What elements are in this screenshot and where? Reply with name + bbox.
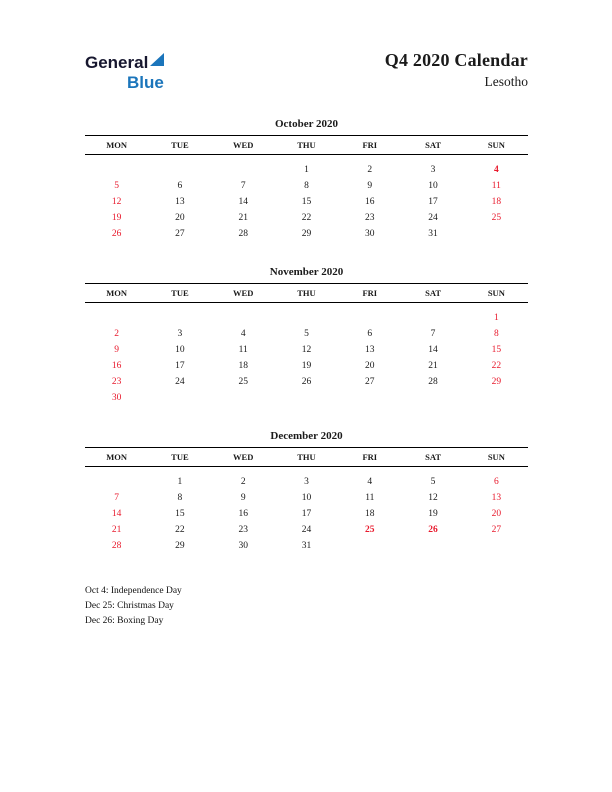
week-row xyxy=(85,207,528,223)
day-cell: 16 xyxy=(238,509,248,520)
day-cell: 10 xyxy=(428,181,438,192)
holiday-list xyxy=(85,584,528,629)
day-cell: 6 xyxy=(367,329,373,340)
week-row xyxy=(85,503,528,519)
weekday-fri: FRI xyxy=(338,136,401,155)
day-cell: 30 xyxy=(238,541,248,552)
empty-cell xyxy=(338,535,401,551)
day-cell: 21 xyxy=(238,213,248,224)
weekday-thu: THU xyxy=(275,136,338,155)
day-cell: 20 xyxy=(365,361,375,372)
day-cell: 20 xyxy=(491,509,502,520)
day-cell: 16 xyxy=(111,361,122,372)
month-title: December 2020 xyxy=(270,430,343,443)
day-cell: 17 xyxy=(175,361,185,372)
day-cell: 13 xyxy=(491,493,502,504)
day-cell: 26 xyxy=(301,377,312,388)
empty-cell xyxy=(275,303,338,324)
day-cell: 14 xyxy=(428,345,438,356)
empty-cell xyxy=(465,223,528,239)
month-december-2020 xyxy=(85,430,528,551)
day-cell: 4 xyxy=(367,477,373,488)
day-cell: 17 xyxy=(428,197,438,208)
week-row xyxy=(85,175,528,191)
day-cell: 15 xyxy=(301,197,312,208)
logo-flag-icon xyxy=(150,52,164,71)
empty-cell xyxy=(85,467,148,488)
day-cell: 22 xyxy=(175,525,185,536)
day-cell: 18 xyxy=(238,361,248,372)
day-cell: 27 xyxy=(491,525,502,536)
day-cell: 3 xyxy=(177,329,183,340)
weekday-wed: WED xyxy=(212,136,275,155)
day-cell: 21 xyxy=(111,525,122,536)
week-row xyxy=(85,467,528,488)
day-cell: 17 xyxy=(301,509,312,520)
day-cell: 28 xyxy=(238,229,248,240)
empty-cell xyxy=(212,303,275,324)
day-cell: 8 xyxy=(177,493,183,504)
day-cell: 7 xyxy=(430,329,436,340)
calendar-table xyxy=(85,447,528,551)
day-cell: 6 xyxy=(493,477,499,488)
day-cell: 29 xyxy=(491,377,502,388)
week-row xyxy=(85,191,528,207)
day-cell: 8 xyxy=(304,181,309,192)
holiday-note: Dec 26: Boxing Day xyxy=(85,616,164,627)
weekday-tue: TUE xyxy=(148,136,211,155)
day-cell: 27 xyxy=(365,377,375,388)
day-cell: 19 xyxy=(111,213,122,224)
empty-cell xyxy=(401,387,464,403)
day-cell: 25 xyxy=(365,525,375,536)
weekday-sun: SUN xyxy=(465,136,528,155)
day-cell: 18 xyxy=(491,197,502,208)
logo-text-general: General xyxy=(85,53,149,72)
day-cell: 16 xyxy=(365,197,375,208)
empty-cell xyxy=(212,387,275,403)
day-cell: 5 xyxy=(430,477,436,488)
empty-cell xyxy=(338,303,401,324)
week-row xyxy=(85,323,528,339)
day-cell: 1 xyxy=(177,477,183,488)
month-title: November 2020 xyxy=(269,266,344,279)
page-header xyxy=(85,50,528,92)
day-cell: 15 xyxy=(175,509,185,520)
day-cell: 3 xyxy=(304,477,309,488)
day-cell: 24 xyxy=(301,525,312,536)
weekday-fri: FRI xyxy=(338,284,401,303)
day-cell: 24 xyxy=(428,213,438,224)
day-cell: 12 xyxy=(301,345,312,356)
weekday-sat: SAT xyxy=(401,448,464,467)
day-cell: 22 xyxy=(301,213,312,224)
day-cell: 11 xyxy=(365,493,375,504)
title-block xyxy=(385,50,528,90)
weekday-header-row xyxy=(85,136,528,155)
day-cell: 29 xyxy=(301,229,312,240)
week-row xyxy=(85,371,528,387)
empty-cell xyxy=(275,387,338,403)
weekday-wed: WED xyxy=(212,448,275,467)
empty-cell xyxy=(465,387,528,403)
week-row xyxy=(85,487,528,503)
day-cell: 13 xyxy=(365,345,375,356)
day-cell: 24 xyxy=(175,377,185,388)
day-cell: 28 xyxy=(111,541,122,552)
calendar-table xyxy=(85,135,528,239)
weekday-wed: WED xyxy=(212,284,275,303)
month-title: October 2020 xyxy=(274,118,339,131)
day-cell: 21 xyxy=(428,361,438,372)
empty-cell xyxy=(465,535,528,551)
holiday-note: Oct 4: Independence Day xyxy=(85,586,182,597)
day-cell: 20 xyxy=(175,213,185,224)
day-cell: 9 xyxy=(367,181,373,192)
day-cell: 9 xyxy=(240,493,246,504)
weekday-header-row xyxy=(85,448,528,467)
day-cell: 4 xyxy=(493,165,499,176)
day-cell: 25 xyxy=(491,213,502,224)
day-cell: 3 xyxy=(430,165,436,176)
months-container xyxy=(85,118,528,551)
week-row xyxy=(85,519,528,535)
day-cell: 14 xyxy=(111,509,122,520)
day-cell: 22 xyxy=(491,361,502,372)
day-cell: 30 xyxy=(365,229,375,240)
day-cell: 10 xyxy=(175,345,185,356)
calendar-table xyxy=(85,283,528,403)
empty-cell xyxy=(212,155,275,176)
day-cell: 27 xyxy=(175,229,185,240)
day-cell: 2 xyxy=(367,165,373,176)
empty-cell xyxy=(85,303,148,324)
day-cell: 15 xyxy=(491,345,502,356)
day-cell: 19 xyxy=(301,361,312,372)
weekday-sat: SAT xyxy=(401,284,464,303)
empty-cell xyxy=(148,303,211,324)
empty-cell xyxy=(148,155,211,176)
empty-cell xyxy=(401,303,464,324)
day-cell: 26 xyxy=(428,525,438,536)
day-cell: 12 xyxy=(428,493,438,504)
empty-cell xyxy=(401,535,464,551)
month-november-2020 xyxy=(85,266,528,403)
weekday-tue: TUE xyxy=(148,284,211,303)
day-cell: 4 xyxy=(240,329,246,340)
weekday-tue: TUE xyxy=(148,448,211,467)
week-row xyxy=(85,387,528,403)
page-subtitle: Lesotho xyxy=(484,74,528,89)
day-cell: 30 xyxy=(111,393,122,404)
week-row xyxy=(85,223,528,239)
weekday-sun: SUN xyxy=(465,284,528,303)
month-october-2020 xyxy=(85,118,528,239)
day-cell: 8 xyxy=(493,329,499,340)
day-cell: 7 xyxy=(114,493,120,504)
page-title: Q4 2020 Calendar xyxy=(384,50,528,70)
empty-cell xyxy=(85,155,148,176)
day-cell: 29 xyxy=(175,541,185,552)
day-cell: 31 xyxy=(301,541,312,552)
week-row xyxy=(85,303,528,324)
day-cell: 7 xyxy=(240,181,246,192)
weekday-thu: THU xyxy=(275,448,338,467)
day-cell: 9 xyxy=(114,345,120,356)
week-row xyxy=(85,339,528,355)
day-cell: 5 xyxy=(304,329,309,340)
week-row xyxy=(85,155,528,176)
logo-text-blue: Blue xyxy=(127,72,164,92)
day-cell: 11 xyxy=(491,181,501,192)
day-cell: 2 xyxy=(114,329,120,340)
day-cell: 1 xyxy=(493,313,499,324)
day-cell: 23 xyxy=(238,525,248,536)
day-cell: 28 xyxy=(428,377,438,388)
weekday-mon: MON xyxy=(85,136,148,155)
weekday-mon: MON xyxy=(85,448,148,467)
day-cell: 5 xyxy=(114,181,120,192)
day-cell: 26 xyxy=(111,229,122,240)
day-cell: 2 xyxy=(240,477,246,488)
day-cell: 19 xyxy=(428,509,438,520)
weekday-header-row xyxy=(85,284,528,303)
day-cell: 25 xyxy=(238,377,248,388)
empty-cell xyxy=(148,387,211,403)
day-cell: 13 xyxy=(175,197,185,208)
weekday-sun: SUN xyxy=(465,448,528,467)
day-cell: 31 xyxy=(428,229,438,240)
day-cell: 12 xyxy=(111,197,122,208)
day-cell: 10 xyxy=(301,493,312,504)
day-cell: 18 xyxy=(365,509,375,520)
weekday-thu: THU xyxy=(275,284,338,303)
day-cell: 11 xyxy=(238,345,248,356)
weekday-fri: FRI xyxy=(338,448,401,467)
general-blue-logo xyxy=(85,50,164,92)
weekday-mon: MON xyxy=(85,284,148,303)
weekday-sat: SAT xyxy=(401,136,464,155)
day-cell: 23 xyxy=(365,213,375,224)
day-cell: 14 xyxy=(238,197,248,208)
day-cell: 1 xyxy=(304,165,309,176)
week-row xyxy=(85,535,528,551)
day-cell: 23 xyxy=(111,377,122,388)
week-row xyxy=(85,355,528,371)
holiday-note: Dec 25: Christmas Day xyxy=(85,601,174,612)
day-cell: 6 xyxy=(177,181,183,192)
empty-cell xyxy=(338,387,401,403)
